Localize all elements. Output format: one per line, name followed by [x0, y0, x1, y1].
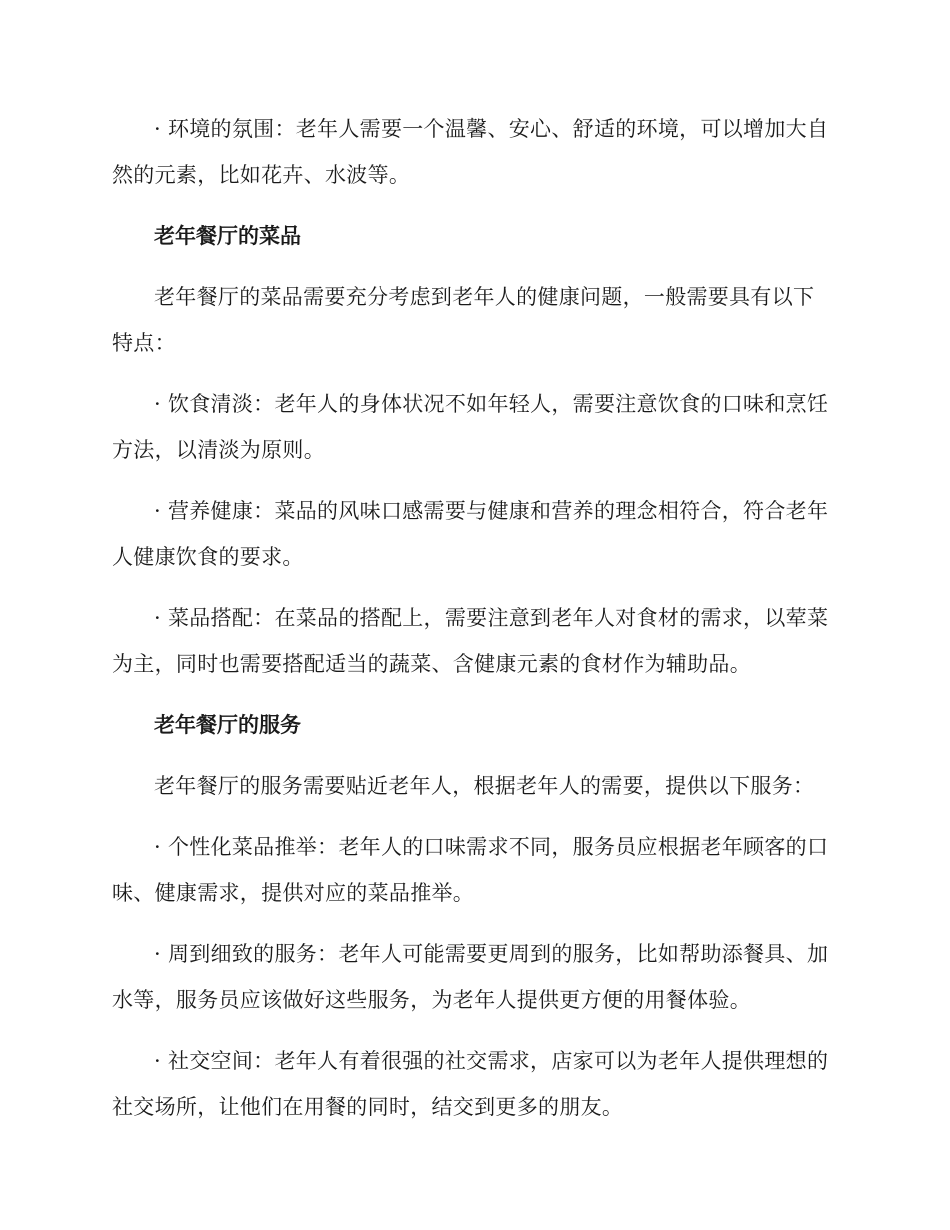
- paragraph-attentive-service: · 周到细致的服务：老年人可能需要更周到的服务，比如帮助添餐具、加水等，服务员应该做好这些服务，为老年人提供更方便的用餐体验。: [112, 942, 829, 1012]
- section-heading-service: 老年餐厅的服务: [154, 713, 301, 737]
- paragraph-nutrition-health: · 营养健康：菜品的风味口感需要与健康和营养的理念相符合，符合老年人健康饮食的要求。: [112, 499, 829, 569]
- paragraph-personalized-recommendation: · 个性化菜品推举：老年人的口味需求不同，服务员应根据老年顾客的口味、健康需求，提供对应的菜品推举。: [112, 835, 829, 905]
- paragraph-light-diet: · 饮食清淡：老年人的身体状况不如年轻人，需要注意饮食的口味和烹饪方法，以清淡为原则。: [112, 392, 829, 462]
- paragraph-dish-pairing: · 菜品搭配：在菜品的搭配上，需要注意到老年人对食材的需求，以荤菜为主，同时也需要搭配适当的蔬菜、含健康元素的食材作为辅助品。: [112, 606, 829, 676]
- paragraph-social-space: · 社交空间：老年人有着很强的社交需求，店家可以为老年人提供理想的社交场所，让他们在用餐的同时，结交到更多的朋友。: [112, 1049, 829, 1119]
- document-body: [112, 106, 834, 1145]
- paragraph-dishes-intro: 老年餐厅的菜品需要充分考虑到老年人的健康问题，一般需要具有以下特点：: [112, 285, 815, 355]
- paragraph-service-intro: 老年餐厅的服务需要贴近老年人，根据老年人的需要，提供以下服务：: [154, 774, 815, 798]
- section-heading-dishes: 老年餐厅的菜品: [154, 224, 301, 248]
- paragraph-environment-atmosphere: · 环境的氛围：老年人需要一个温馨、安心、舒适的环境，可以增加大自然的元素，比如花卉、水波等。: [112, 117, 829, 187]
